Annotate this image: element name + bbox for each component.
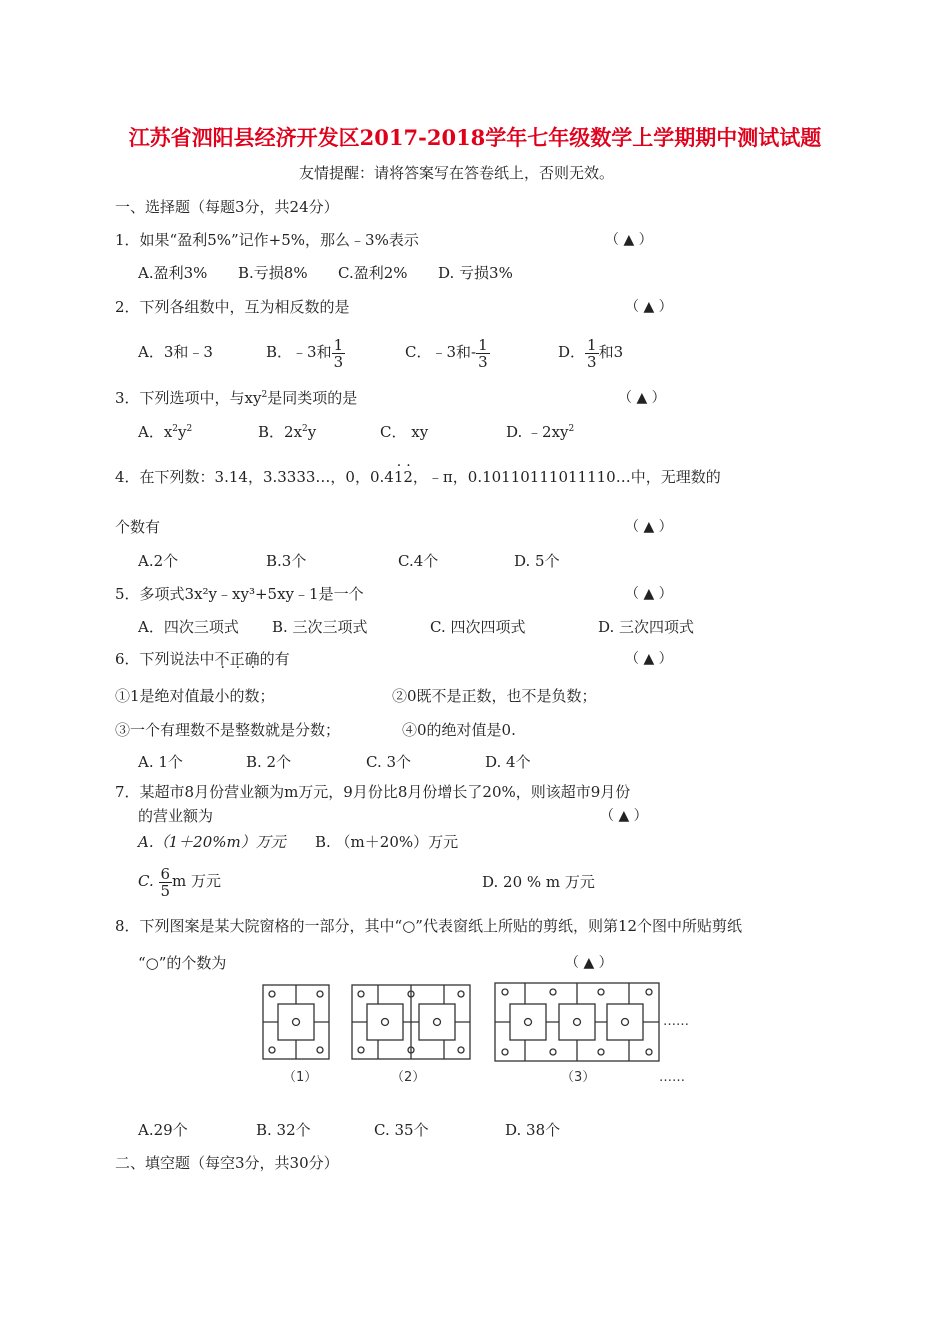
q3-answer-mark: （ ▲ ） [618,390,666,406]
q2b-den: 3 [333,352,344,371]
q8-option-c: C. 35个 [374,1121,429,1139]
q7-stem-line1: 7．某超市8月份营业额为m万元，9月份比8月份增长了20%，则该超市9月份 [115,783,631,801]
q2-option-d-fraction [585,337,599,370]
q6-statement-1: ①1是绝对值最小的数； [115,687,275,705]
q4-stem-line2: 个数有 [115,518,161,536]
q3-stem-pre: 3．下列选项中，与xy [115,389,262,407]
q2-option-d [558,328,623,376]
q5-answer-mark: （ ▲ ） [625,586,673,602]
q7-stem-line2: 的营业额为 [138,807,214,825]
q7-answer-mark: （ ▲ ） [600,808,648,824]
q6-option-c: C. 3个 [366,753,412,771]
q3d-sup: 2 [568,424,575,434]
q3-option-d [506,422,574,442]
q4-stem [115,467,721,487]
section2-heading: 二、填空题（每空3分，共30分） [115,1154,339,1172]
q6-statement-4: ④0的绝对值是0. [402,721,516,739]
q2c-den: 3 [478,352,488,371]
q8-answer-mark: （ ▲ ） [565,955,613,971]
q6-emph-3: 确 [244,650,260,668]
q5-option-c: C. 四次四项式 [430,618,526,636]
q2c-num: 1 [478,335,488,354]
q7c-den: 5 [160,881,171,900]
q7-option-c-fraction [159,866,173,899]
pattern-label-3: （3） [561,1070,596,1085]
q3b-base: B．2x [258,423,303,441]
q8-option-b: B. 32个 [256,1121,311,1139]
q3a-mid: y [178,423,187,441]
q4-option-c: C.4个 [398,552,439,570]
q3-stem [115,388,357,408]
q6-option-b: B. 2个 [246,753,292,771]
q3b-sup: 2 [302,424,308,434]
q2-option-b [266,328,345,376]
q3-option-c: C． xy [380,423,429,441]
q5-stem: 5．多项式3x²y﹣xy³+5xy﹣1是一个 [115,585,364,603]
q2-option-b-text: B．﹣3和 [266,343,332,361]
q2-option-d-text: D． [558,343,586,361]
q7-option-d: D. 20 % m 万元 [482,873,595,891]
q4-option-d: D. 5个 [514,552,560,570]
q2-answer-mark: （ ▲ ） [625,299,673,315]
reminder: 友情提醒：请将答案写在答卷纸上，否则无效。 [299,164,615,182]
q3-option-a [138,422,192,442]
q3a-sup1: 2 [172,424,179,434]
q1-option-a: A.盈利3% [138,264,208,282]
q4-answer-mark: （ ▲ ） [625,519,673,535]
q1-option-b: B.亏损8% [238,264,308,282]
q6-statement-2: ②0既不是正数，也不是负数； [392,687,597,705]
q4-repeat-digit-2: · 2 [403,468,413,486]
q6-stem-post: 的有 [259,650,290,668]
q8-window-pattern-figure [255,980,695,1090]
q5-option-d: D. 三次四项式 [598,618,695,636]
q1-option-d: D. 亏损3% [438,264,513,282]
q8-stem-line2: “○”的个数为 [138,954,227,972]
q6-statement-3: ③一个有理数不是整数就是分数； [115,721,341,739]
pattern-ellipsis-1: …… [663,1014,689,1029]
q6-answer-mark: （ ▲ ） [625,651,673,667]
q2-option-c-fraction [476,337,490,370]
q5-option-a: A．四次三项式 [138,618,239,636]
q7c-num: 6 [160,864,171,883]
q8-stem-line1: 8．下列图案是某大院窗格的一部分，其中“○”代表窗纸上所贴的剪纸，则第12个图中所贴剪纸 [115,917,743,935]
q1-option-c: C.盈利2% [338,264,408,282]
q2b-num: 1 [333,335,344,354]
q3b-post: y [307,423,317,441]
q8-option-a: A.29个 [138,1121,188,1139]
q4-option-b: B.3个 [266,552,307,570]
q6-option-d: D. 4个 [485,753,531,771]
q2-option-b-fraction [332,337,346,370]
section1-heading: 一、选择题（每题3分，共24分） [115,198,339,216]
q2-stem: 2．下列各组数中，互为相反数的是 [115,298,350,316]
page-title: 江苏省泗阳县经济开发区2017-2018学年七年级数学上学期期中测试试题 [128,125,822,150]
q1-stem: 1．如果“盈利5%”记作+5%，那么﹣3%表示 [115,231,419,249]
q3d-base: D. ﹣2xy [506,423,569,441]
q3-stem-post: 是同类项的是 [267,389,358,407]
q8-option-d: D. 38个 [505,1121,561,1139]
q2-option-d-post: 和3 [598,343,624,361]
q7c-post: m 万元 [172,872,222,890]
q4-option-a: A.2个 [138,552,179,570]
q4-stem-pre: 4．在下列数：3.14，3.3333…，0，0.4 [115,468,394,486]
q6-emph-2: 正 [229,650,245,668]
q3a-base: A．x [138,423,173,441]
q2-option-c-text: C．﹣3和- [405,343,477,361]
q1-answer-mark: （ ▲ ） [605,232,653,248]
q4-repeat-digit-1: · 1 [394,468,404,486]
q7c-pre: C. [138,872,154,890]
q2-option-c [405,328,490,376]
q7-option-b: B. （m＋20%）万元 [315,833,459,851]
q6-stem [115,649,290,669]
q2-option-a: A．3和﹣3 [138,343,213,361]
pattern-ellipsis-2: …… [659,1070,685,1085]
q6-emph-1: 不 [214,650,230,668]
q3-option-b [258,422,316,442]
q7-option-c [138,858,221,904]
pattern-label-2: （2） [391,1070,426,1085]
q2d-num: 1 [587,335,597,354]
q3a-sup2: 2 [186,424,193,434]
q2d-den: 3 [587,352,597,371]
pattern-label-1: （1） [283,1070,318,1085]
q3-stem-sup: 2 [261,390,268,400]
q5-option-b: B. 三次三项式 [272,618,368,636]
q4-stem-post: ，﹣π，0.10110111011110…中，无理数的 [412,468,721,486]
q6-option-a: A. 1个 [138,753,183,771]
q7-option-a: A.（1＋20%m）万元 [138,833,286,851]
q6-stem-pre: 6．下列说法中 [115,650,215,668]
